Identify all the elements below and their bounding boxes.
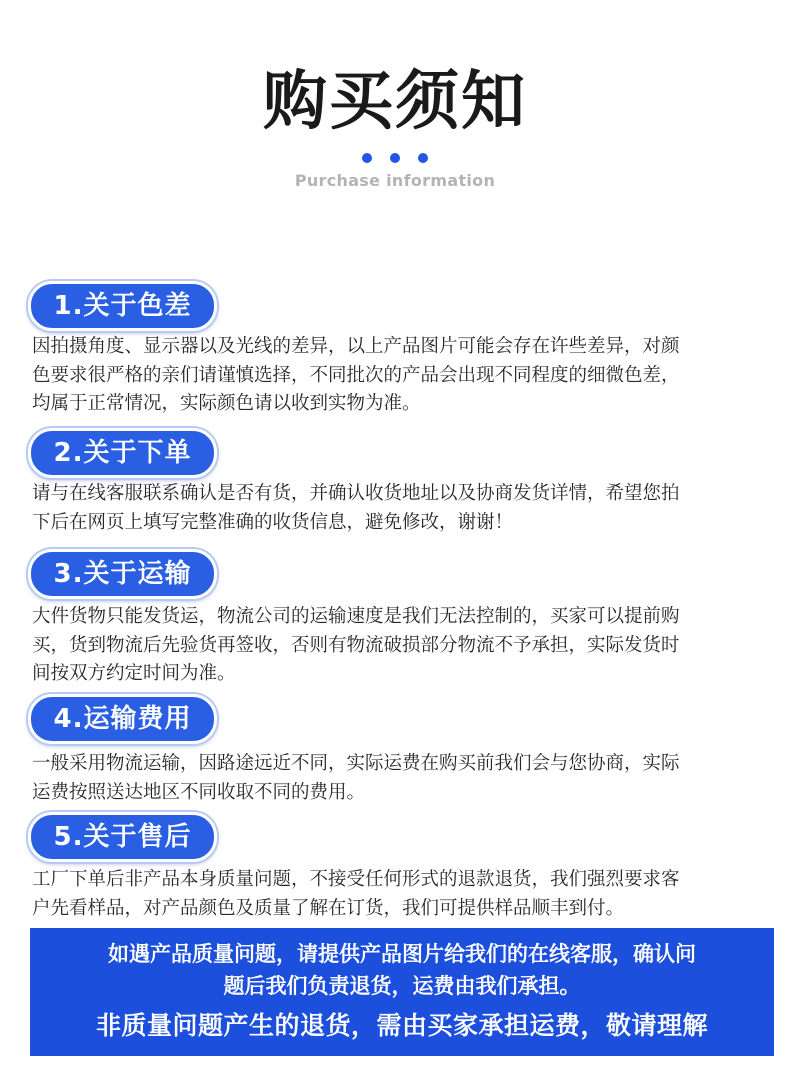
page-title: 购买须知 xyxy=(263,65,527,139)
section-label-badge: 3.关于运输 xyxy=(28,549,217,599)
dot-icon xyxy=(362,153,372,163)
dot-icon xyxy=(390,153,400,163)
section-label-badge: 2.关于下单 xyxy=(28,428,217,478)
section-text: 工厂下单后非产品本身质量问题，不接受任何形式的退款退货，我们强烈要求客 户先看样品，对产品颜色及质量了解在订货，我们可提供样品顺丰到付。 xyxy=(32,869,680,919)
dot-icon xyxy=(418,153,428,163)
section-text: 一般采用物流运输，因路途远近不同，实际运费在购买前我们会与您协商，实际 运费按照送达地区不同收取不同的费用。 xyxy=(32,753,680,803)
notice-non-quality-text: 非质量问题产生的退货，需由买家承担运费，敬请理解 xyxy=(95,1011,708,1040)
section-text: 因拍摄角度、显示器以及光线的差异，以上产品图片可能会存在许些差异，对颜 色要求很严格的亲们请谨慎选择，不同批次的产品会出现不同程度的细微色差， 均属于正常情况，实际颜色请以收到实物为准。 xyxy=(32,336,680,414)
page-header xyxy=(0,0,790,230)
section-text: 请与在线客服联系确认是否有货，并确认收货地址以及协商发货详情，希望您拍 下后在网页上填写完整准确的收货信息，避免修改，谢谢！ xyxy=(32,483,680,533)
decorative-dots xyxy=(0,148,790,167)
section-label-badge: 1.关于色差 xyxy=(28,281,217,331)
return-policy-notice xyxy=(30,928,774,1056)
section-label-badge: 4.运输费用 xyxy=(28,694,217,744)
notice-quality-text: 如遇产品质量问题，请提供产品图片给我们的在线客服，确认问 题后我们负责退货，运费由我们承担。 xyxy=(108,942,696,998)
page-subtitle: Purchase information xyxy=(294,171,496,190)
section-label-badge: 5.关于售后 xyxy=(28,812,217,862)
section-text: 大件货物只能发货运，物流公司的运输速度是我们无法控制的，买家可以提前购 买，货到物流后先验货再签收，否则有物流破损部分物流不予承担，实际发货时 间按双方约定时间为准。 xyxy=(32,606,680,684)
